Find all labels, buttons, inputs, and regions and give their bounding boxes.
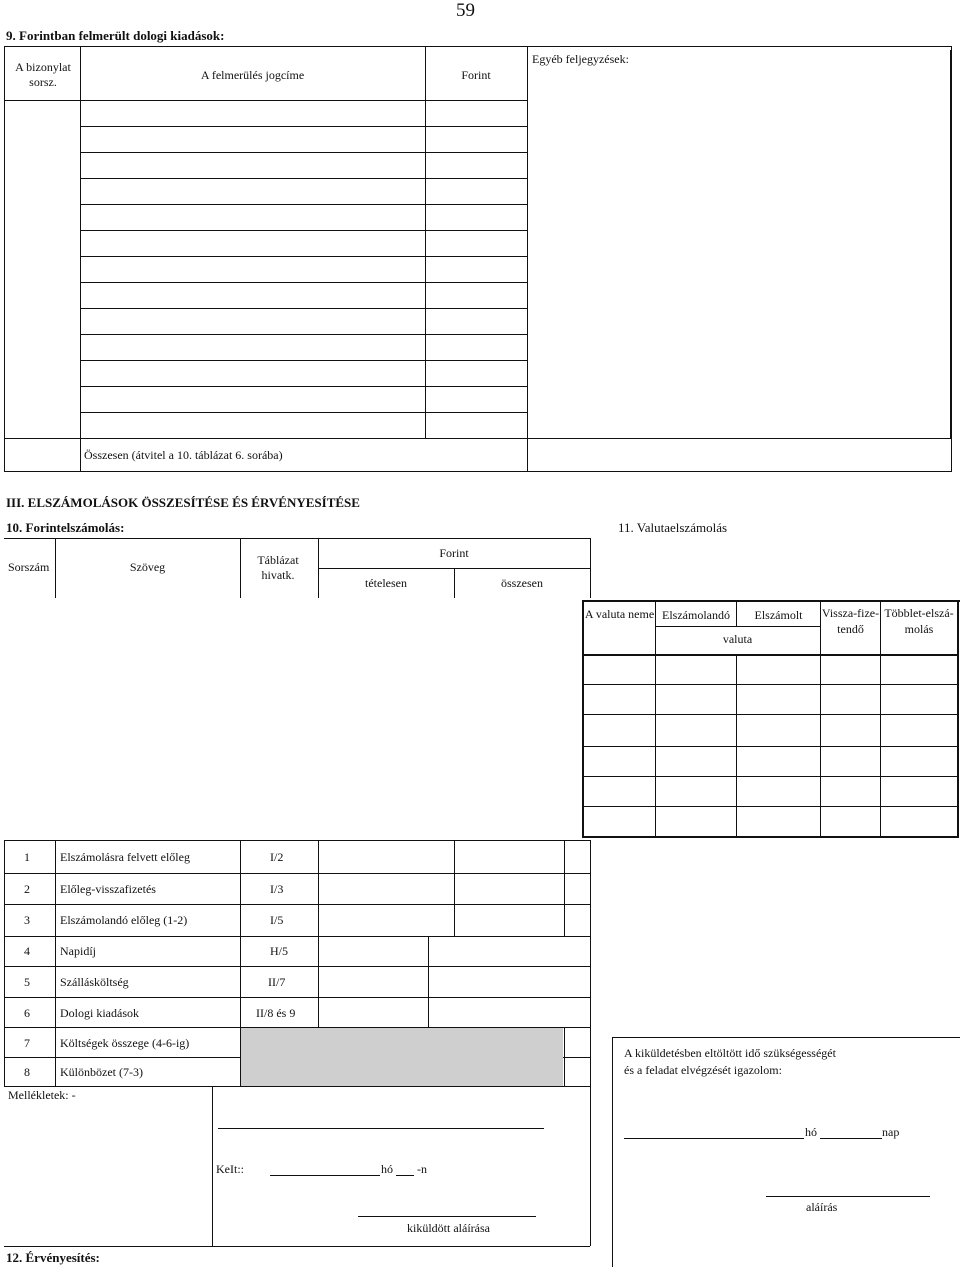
date-line-month[interactable]	[624, 1138, 804, 1139]
col-vissza: Vissza-fize-tendő	[821, 606, 880, 636]
col-elszamolando: Elszámolandó	[662, 608, 730, 622]
page-number: 59	[456, 0, 475, 21]
section12-title: 12. Érvényesítés:	[6, 1250, 100, 1265]
section9-right-border	[950, 50, 952, 438]
col-szoveg: Szöveg	[129, 560, 166, 574]
kelt-ho: hó	[381, 1162, 393, 1176]
col-forint10: Forint	[439, 546, 469, 560]
col-valuta: valuta	[722, 632, 753, 646]
row-text: Dologi kiadások	[60, 1006, 139, 1020]
section9-title: 9. Forintban felmerült dologi kiadások:	[6, 28, 225, 43]
col-forint: Forint	[461, 68, 491, 82]
row-num: 4	[24, 944, 30, 958]
row-num: 2	[24, 882, 30, 896]
row-text: Napidíj	[60, 944, 96, 958]
date-line-day[interactable]	[820, 1138, 882, 1139]
row-num: 3	[24, 913, 30, 927]
mellekletek-label: Mellékletek: -	[8, 1088, 76, 1102]
shaded-cell	[241, 1028, 563, 1086]
col-neme: A valuta neme	[584, 607, 655, 621]
row-num: 7	[24, 1036, 30, 1050]
col-sorszam: Sorszám	[8, 560, 50, 574]
col-tobblet: Többlet-elszá-molás	[884, 606, 954, 636]
row-ref: II/7	[268, 975, 286, 989]
row-num: 6	[24, 1006, 30, 1020]
kelt-label: KeIt::	[216, 1162, 244, 1176]
row-num: 8	[24, 1065, 30, 1079]
row-text: Előleg-visszafizetés	[60, 882, 156, 896]
confirm-line2: és a feladat elvégzését igazolom:	[624, 1063, 782, 1077]
signature-line-upper[interactable]	[218, 1128, 544, 1129]
row-ref: I/5	[270, 913, 284, 927]
row-num: 1	[24, 850, 30, 864]
row-text: Elszámolásra felvett előleg	[60, 850, 190, 864]
row-text: Költségek összege (4-6-ig)	[60, 1036, 190, 1050]
kikuldott-label: kiküldött aláírása	[407, 1221, 490, 1235]
row-num: 5	[24, 975, 30, 989]
row-text: Szállásköltség	[60, 975, 129, 989]
kelt-n: -n	[417, 1162, 427, 1176]
section9-total-label: Összesen (átvitel a 10. táblázat 6. sorába)	[84, 448, 283, 462]
signature-line-kikuldott[interactable]	[358, 1216, 536, 1217]
section3-title: III. ELSZÁMOLÁSOK ÖSSZESÍTÉSE ÉS ÉRVÉNYESÍTÉSE	[6, 495, 360, 510]
alairas-label: aláírás	[806, 1200, 838, 1214]
col-osszesen: összesen	[501, 576, 543, 590]
row-ref: II/8 és 9	[256, 1006, 296, 1020]
confirm-nap: nap	[882, 1125, 900, 1139]
row-text: Elszámolandó előleg (1-2)	[60, 913, 188, 927]
kelt-line[interactable]	[270, 1175, 380, 1176]
signature-line-right[interactable]	[766, 1196, 930, 1197]
kelt-day-line[interactable]	[396, 1175, 414, 1176]
col-sorsz: A bizonylat sorsz.	[15, 60, 71, 89]
section11-title: 11. Valutaelszámolás	[618, 520, 728, 535]
col-tetelesen: tételesen	[365, 576, 407, 590]
col-tablazat: Táblázat hivatk.	[257, 553, 299, 582]
confirm-ho: hó	[805, 1125, 817, 1139]
row-ref: H/5	[270, 944, 288, 958]
row-text: Különbözet (7-3)	[60, 1065, 143, 1079]
col-jogcim: A felmerülés jogcíme	[200, 68, 305, 82]
section10-title: 10. Forintelszámolás:	[6, 520, 125, 535]
confirm-line1: A kiküldetésben eltöltött idő szükségességét	[624, 1046, 836, 1060]
section9-frame	[4, 46, 952, 472]
row-ref: I/2	[270, 850, 284, 864]
col-egyeb: Egyéb feljegyzések:	[532, 52, 629, 66]
col-elszamolt: Elszámolt	[754, 608, 803, 622]
row-ref: I/3	[270, 882, 284, 896]
